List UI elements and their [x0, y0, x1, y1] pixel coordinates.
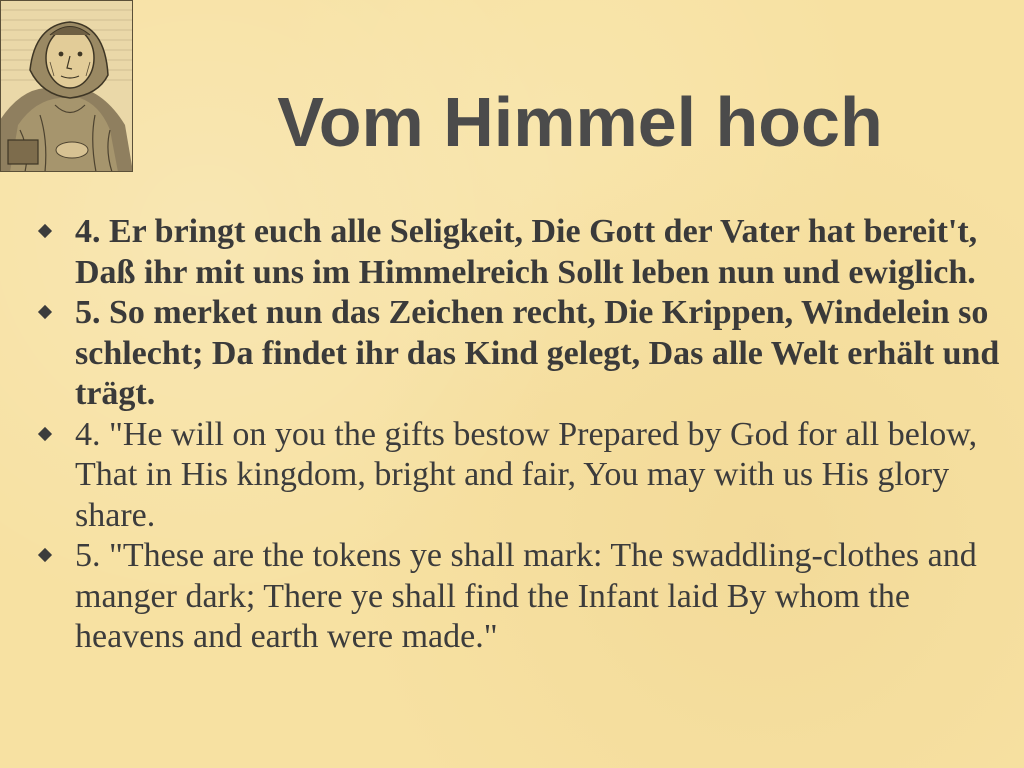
bullet-item-english-verse-5: [38, 536, 1013, 658]
slide-title: Vom Himmel hoch: [277, 83, 883, 161]
bullet-text: 4. "He will on you the gifts bestow Prepared by God for all below, That in His kingdom, bright and fair, You may with us His glory share.: [75, 415, 978, 534]
diamond-bullet-icon: [38, 305, 52, 319]
bullet-list: [38, 212, 1013, 658]
bullet-text: 5. So merket nun das Zeichen recht, Die Krippen, Windelein so schlecht; Da findet ihr das Kind gelegt, Das alle Welt erhält und trägt.: [75, 294, 1000, 412]
diamond-bullet-icon: [38, 224, 52, 238]
diamond-bullet-icon: [38, 548, 52, 562]
diamond-bullet-icon: [38, 426, 52, 440]
bullet-item-english-verse-4: [38, 415, 1013, 537]
bullet-text: 4. Er bringt euch alle Seligkeit, Die Gott der Vater hat bereit't, Daß ihr mit uns im Himmelreich Sollt leben nun und ewiglich.: [75, 213, 978, 291]
bullet-item-german-verse-5: [38, 293, 1013, 415]
bullet-text: 5. "These are the tokens ye shall mark: The swaddling-clothes and manger dark; There ye shall find the Infant laid By whom the heavens and earth were made.": [75, 537, 977, 655]
bullet-item-german-verse-4: [38, 212, 1013, 293]
monk-portrait-image: [0, 0, 133, 172]
monk-portrait-icon: [0, 0, 133, 172]
